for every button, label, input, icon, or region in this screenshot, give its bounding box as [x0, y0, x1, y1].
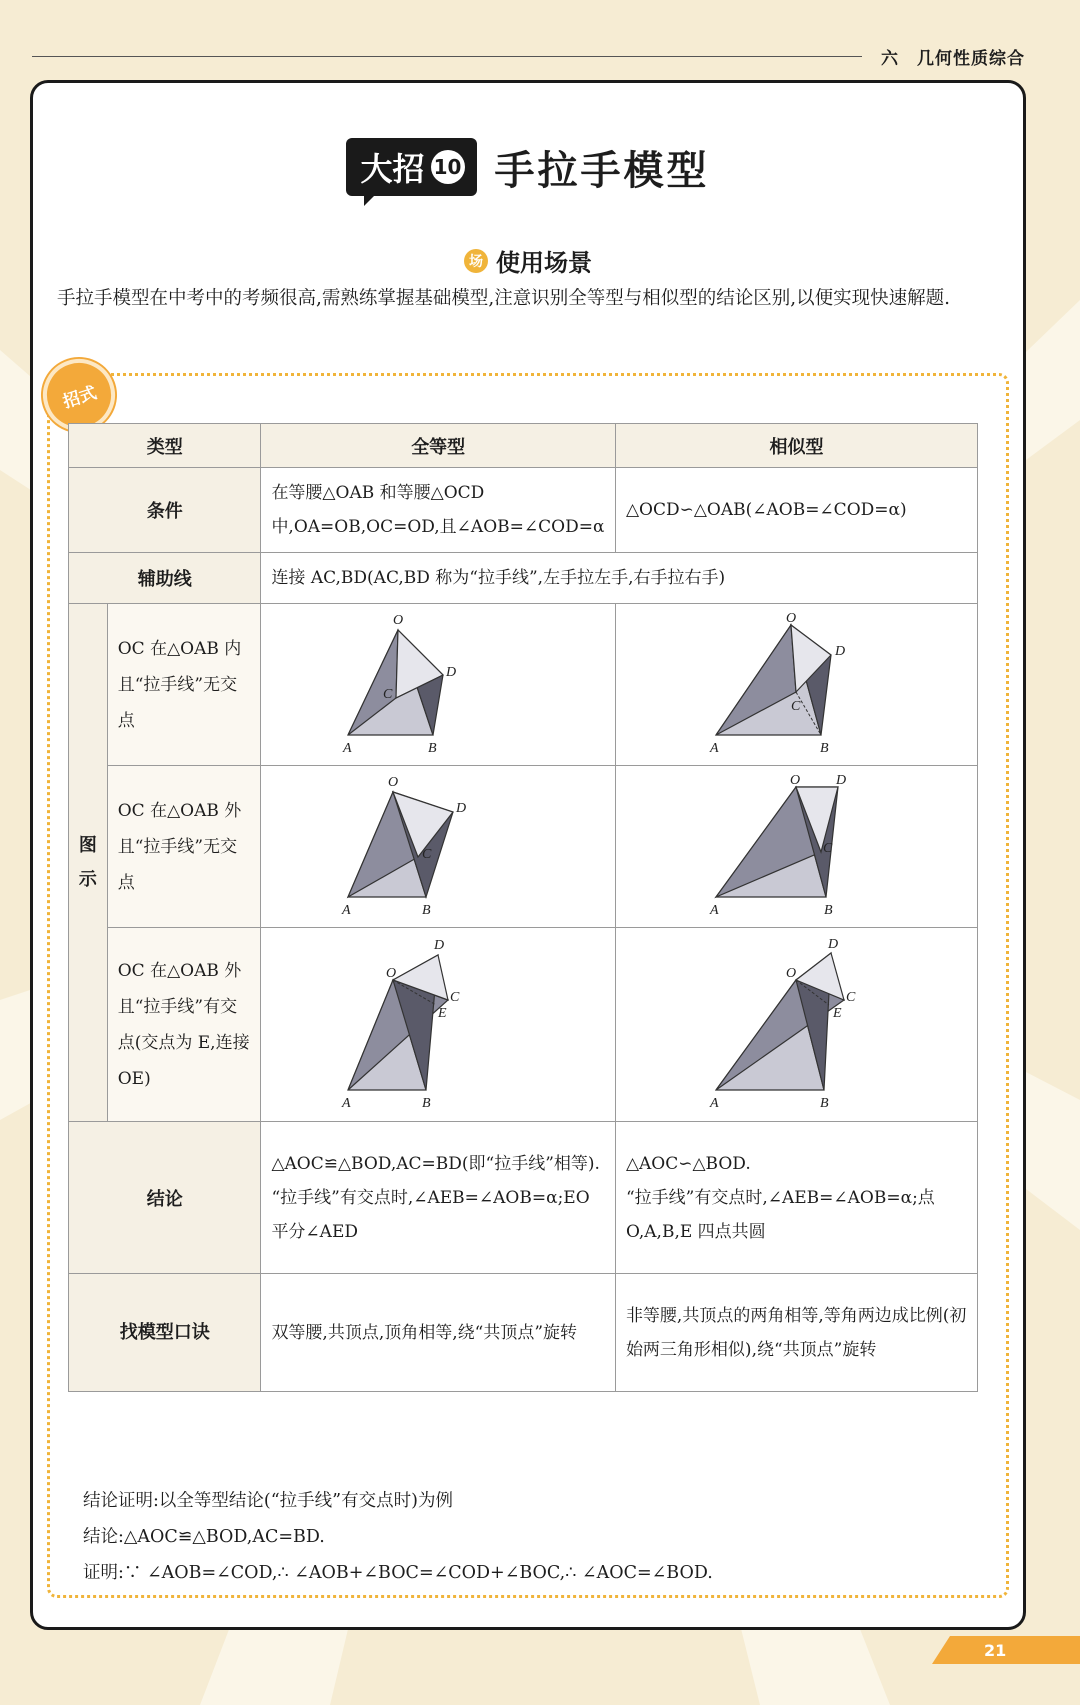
model-table	[68, 423, 978, 1392]
label-d: D	[434, 937, 445, 953]
diagram-similar-intersect	[696, 935, 896, 1115]
label-a: A	[343, 740, 352, 756]
figure-congruent-1	[261, 604, 616, 766]
label-a: A	[710, 902, 720, 918]
scene-heading-text: 使用场景	[496, 249, 592, 277]
badge-number: 10	[431, 150, 465, 184]
row-label-aux: 辅助线	[69, 553, 261, 604]
diagram-congruent-outside	[338, 772, 538, 922]
label-a: A	[710, 740, 720, 756]
label-o: O	[786, 965, 797, 981]
label-b: B	[422, 1095, 431, 1111]
proof-intro: 结论证明:以全等型结论(“拉手线”有交点时)为例	[83, 1491, 453, 1511]
diagram-similar-inside	[696, 610, 896, 760]
badge-label: 大招	[360, 150, 425, 188]
header-rule	[32, 56, 862, 57]
proof-conclusion: 结论:△AOC≌△BOD,AC=BD.	[83, 1527, 325, 1547]
main-title: 手拉手模型	[494, 147, 710, 194]
label-e: E	[438, 1005, 447, 1021]
header-similar: 相似型	[615, 424, 977, 468]
label-d: D	[456, 800, 467, 816]
row-label-conclusion: 结论	[69, 1122, 261, 1274]
scene-heading	[33, 243, 1023, 278]
label-o: O	[393, 612, 404, 628]
diagram-congruent-inside	[338, 610, 538, 760]
scene-icon: 场	[464, 249, 488, 273]
conclusion-congruent-line-1: △AOC≌△BOD,AC=BD(即“拉手线”相等).	[271, 1153, 600, 1174]
mnemonic-similar: 非等腰,共顶点的两角相等,等角两边成比例(初始两三角形相似),绕“共顶点”旋转	[615, 1274, 977, 1392]
figure-congruent-2	[261, 766, 616, 928]
figure-similar-2	[615, 766, 977, 928]
label-o: O	[790, 772, 801, 788]
header-congruent: 全等型	[261, 424, 616, 468]
figure-congruent-3	[261, 928, 616, 1122]
label-b: B	[824, 902, 834, 918]
conclusion-similar-line-2: “拉手线”有交点时,∠AEB=∠AOB=α;点 O,A,B,E 四点共圆	[625, 1187, 935, 1242]
row-label-mnemonic: 找模型口诀	[69, 1274, 261, 1392]
label-b: B	[820, 1095, 830, 1111]
label-o: O	[786, 610, 797, 626]
aux-line-text: 连接 AC,BD(AC,BD 称为“拉手线”,左手拉左手,右手拉右手)	[261, 553, 978, 604]
label-c: C	[422, 846, 432, 862]
label-b: B	[428, 740, 437, 756]
figure-similar-1	[615, 604, 977, 766]
label-a: A	[342, 1095, 351, 1111]
conclusion-congruent	[261, 1122, 616, 1274]
method-stamp: 招式	[34, 350, 125, 441]
label-d: D	[835, 643, 846, 659]
conclusion-similar	[615, 1122, 977, 1274]
label-d: D	[828, 936, 839, 952]
label-a: A	[710, 1095, 720, 1111]
label-c: C	[823, 840, 833, 856]
scene-text: 手拉手模型在中考中的考频很高,需熟练掌握基础模型,注意识别全等型与相似型的结论区别,以便实现快速解题.	[57, 288, 951, 309]
diagram-similar-outside	[696, 772, 896, 922]
content-card	[30, 80, 1026, 1630]
row-label-figures: 图示	[69, 604, 108, 1122]
title-badge	[346, 138, 476, 196]
diagram-congruent-intersect	[338, 935, 538, 1115]
page-title	[33, 138, 1023, 196]
header-type: 类型	[69, 424, 261, 468]
label-e: E	[833, 1005, 843, 1021]
page-number: 21	[950, 1636, 1080, 1664]
figure-case-2-desc: OC 在△OAB 外且“拉手线”无交点	[107, 766, 261, 928]
figure-case-1-desc: OC 在△OAB 内且“拉手线”无交点	[107, 604, 261, 766]
condition-congruent: 在等腰△OAB 和等腰△OCD 中,OA=OB,OC=OD,且∠AOB=∠COD=α	[261, 468, 616, 553]
figure-case-3-desc: OC 在△OAB 外且“拉手线”有交点(交点为 E,连接 OE)	[107, 928, 261, 1122]
label-c: C	[450, 989, 460, 1005]
label-d: D	[836, 772, 847, 788]
label-d: D	[446, 664, 457, 680]
conclusion-similar-line-1: △AOC∽△BOD.	[625, 1153, 751, 1174]
row-label-condition: 条件	[69, 468, 261, 553]
label-c: C	[383, 686, 393, 702]
label-b: B	[422, 902, 431, 918]
label-b: B	[820, 740, 830, 756]
mnemonic-congruent: 双等腰,共顶点,顶角相等,绕“共顶点”旋转	[261, 1274, 616, 1392]
section-title: 几何性质综合	[917, 49, 1025, 69]
label-o: O	[388, 774, 399, 790]
label-a: A	[342, 902, 351, 918]
label-c: C	[791, 698, 801, 714]
proof-steps: 证明:∵ ∠AOB=∠COD,∴ ∠AOB+∠BOC=∠COD+∠BOC,∴ ∠AOC=∠BOD.	[83, 1563, 713, 1583]
figure-similar-3	[615, 928, 977, 1122]
section-number: 六	[881, 49, 899, 69]
conclusion-congruent-line-2: “拉手线”有交点时,∠AEB=∠AOB=α;EO 平分∠AED	[271, 1187, 590, 1242]
label-o: O	[386, 965, 397, 981]
condition-similar: △OCD∽△OAB(∠AOB=∠COD=α)	[615, 468, 977, 553]
label-c: C	[846, 989, 856, 1005]
section-header	[881, 44, 1025, 69]
